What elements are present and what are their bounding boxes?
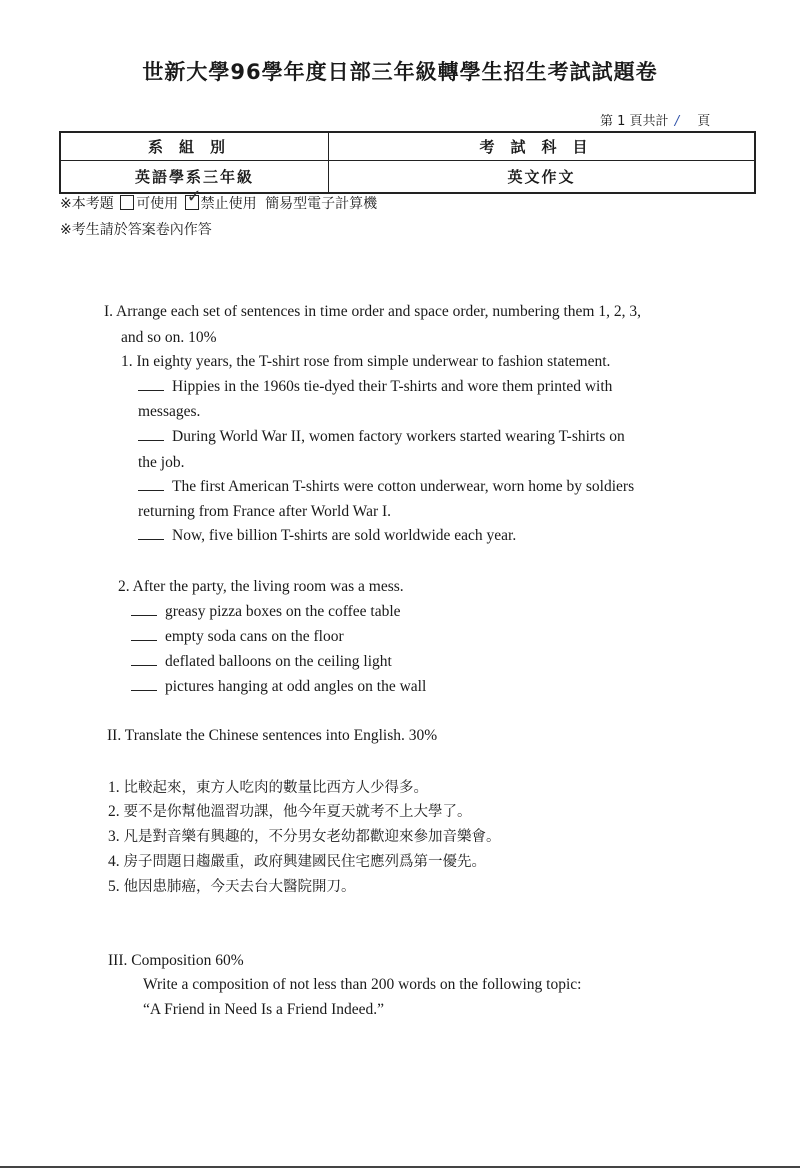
department-value: 英語學系三年級	[60, 161, 329, 194]
section1-heading-line1: I. Arrange each set of sentences in time order and space order, numbering them 1, 2, 3,	[104, 303, 641, 320]
composition-instruction: Write a composition of not less than 200 words on the following topic:	[143, 976, 582, 993]
composition-topic: “A Friend in Need Is a Friend Indeed.”	[143, 1001, 385, 1018]
q1-prompt: 1. In eighty years, the T-shirt rose from simple underwear to fashion statement.	[121, 353, 611, 370]
q2-item: empty soda cans on the floor	[131, 628, 344, 646]
q2-prompt: 2. After the party, the living room was a mess.	[118, 578, 404, 595]
answer-blank[interactable]	[131, 615, 157, 616]
section1-heading-line2: and so on. 10%	[121, 329, 217, 346]
calc-suffix: 簡易型電子計算機	[265, 196, 378, 212]
calc-allowed-label: 可使用	[136, 196, 179, 212]
answer-blank[interactable]	[131, 640, 157, 641]
calc-forbidden-label: 禁止使用	[200, 196, 257, 212]
exam-info-table	[59, 131, 756, 194]
page-indicator	[600, 110, 760, 129]
answer-blank[interactable]	[138, 539, 164, 540]
q1-item-cont: returning from France after World War I.	[138, 503, 392, 520]
q2-item: deflated balloons on the ceiling light	[131, 653, 392, 671]
translation-item: 3. 凡是對音樂有興趣的，不分男女老幼都歡迎來參加音樂會。	[108, 828, 501, 845]
allowed-checkbox[interactable]	[120, 195, 134, 210]
exam-title: 世新大學96學年度日部三年級轉學生招生考試試題卷	[142, 60, 658, 84]
answer-blank[interactable]	[138, 390, 164, 391]
translation-item: 1. 比較起來，東方人吃肉的數量比西方人少得多。	[108, 779, 428, 796]
department-header: 系組別	[60, 132, 329, 161]
page-prefix: 第 1 頁共計	[600, 114, 669, 129]
section2-heading: II. Translate the Chinese sentences into English. 30%	[107, 727, 438, 744]
answer-blank[interactable]	[138, 440, 164, 441]
page-slash: /	[674, 114, 680, 129]
forbidden-checkbox[interactable]	[185, 186, 202, 210]
calculator-note	[60, 186, 378, 213]
q1-item: During World War II, women factory workers started wearing T-shirts on	[138, 428, 625, 446]
q2-item: pictures hanging at odd angles on the wall	[131, 678, 426, 696]
translation-item: 5. 他因患肺癌，今天去台大醫院開刀。	[108, 878, 356, 895]
q1-item: Now, five billion T-shirts are sold worldwide each year.	[138, 527, 516, 545]
q1-item-cont: the job.	[138, 454, 185, 471]
section3-heading: III. Composition 60%	[108, 952, 244, 969]
answer-blank[interactable]	[138, 490, 164, 491]
answer-blank[interactable]	[131, 690, 157, 691]
calc-prefix: ※本考題	[60, 196, 114, 212]
subject-header: 考試科目	[329, 132, 756, 161]
page-suffix: 頁	[697, 114, 711, 129]
q1-item: The first American T-shirts were cotton underwear, worn home by soldiers	[138, 478, 634, 496]
translation-item: 4. 房子問題日趨嚴重，政府興建國民住宅應列爲第一優先。	[108, 853, 486, 870]
q1-item-cont: messages.	[138, 403, 201, 420]
q2-item: greasy pizza boxes on the coffee table	[131, 603, 401, 621]
translation-item: 2. 要不是你幫他溫習功課，他今年夏天就考不上大學了。	[108, 803, 472, 820]
page-bottom-edge	[0, 1166, 800, 1168]
subject-value: 英文作文	[329, 161, 756, 194]
q1-item: Hippies in the 1960s tie-dyed their T-shirts and wore them printed with	[138, 378, 612, 396]
answer-note: ※考生請於答案卷內作答	[60, 222, 212, 238]
checkmark-icon: ✓	[186, 186, 202, 207]
answer-blank[interactable]	[131, 665, 157, 666]
